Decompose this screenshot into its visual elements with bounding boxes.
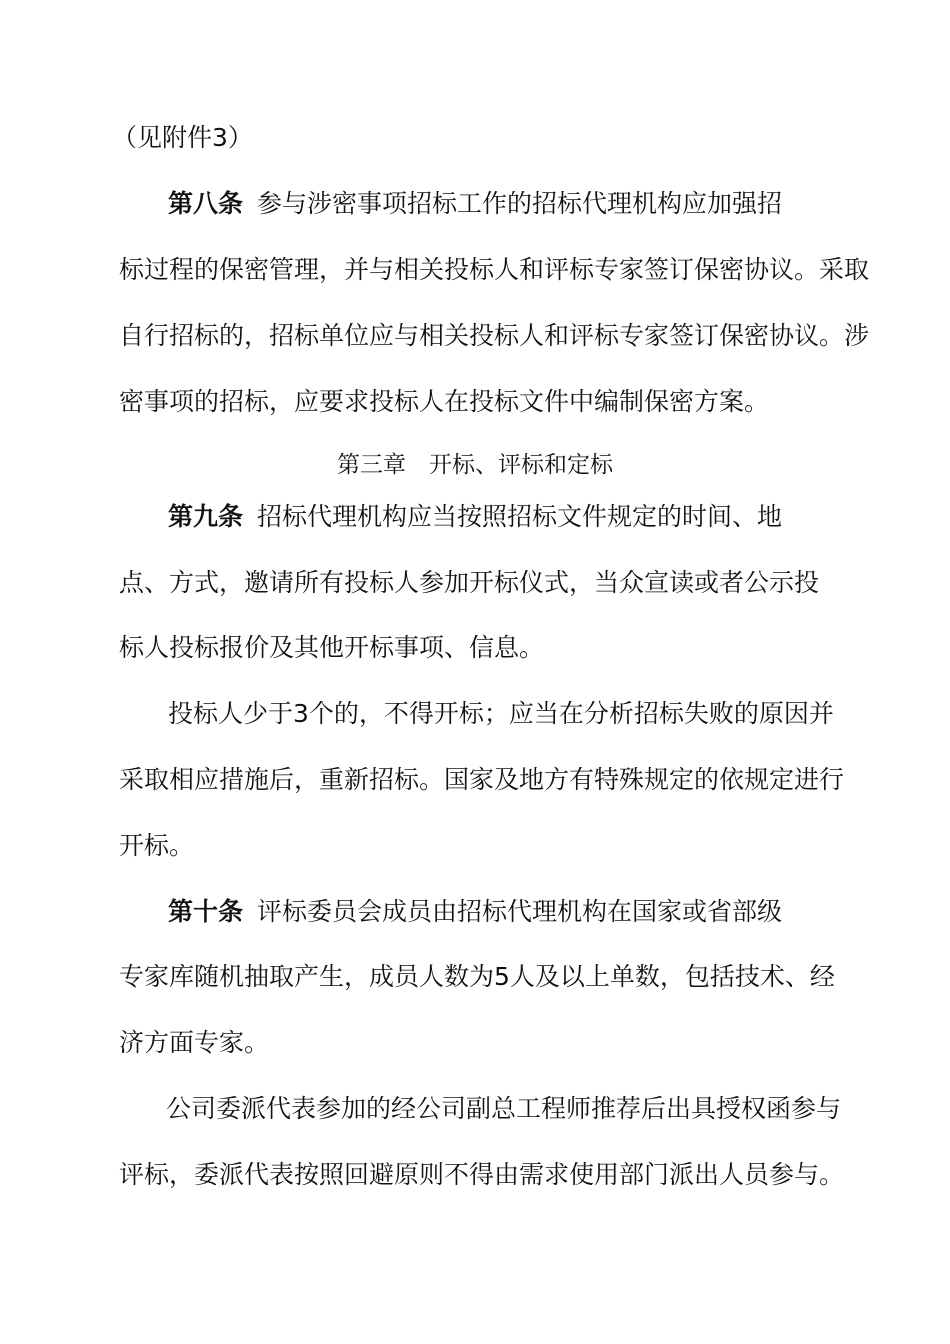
article-10-paragraph-2-line-2: 评标，委派代表按照回避原则不得由需求使用部门派出人员参与。 <box>119 1160 845 1189</box>
article-10-text-1: 评标委员会成员由招标代理机构在国家或省部级 <box>257 897 783 926</box>
article-9-line-3: 标人投标报价及其他开标事项、信息。 <box>119 633 545 662</box>
article-10-line-1 <box>168 896 782 928</box>
article-8-line-2: 标过程的保密管理，并与相关投标人和评标专家签订保密协议。采取 <box>119 255 870 284</box>
article-10-line-2: 专家库随机抽取产生，成员人数为5人及以上单数，包括技术、经 <box>119 962 835 991</box>
article-9-paragraph-2-line-1: 投标人少于3个的，不得开标；应当在分析招标失败的原因并 <box>168 699 834 728</box>
article-8-label: 第八条 <box>168 189 244 218</box>
article-9-paragraph-2-line-2: 采取相应措施后，重新招标。国家及地方有特殊规定的依规定进行 <box>119 765 845 794</box>
article-9-paragraph-2-line-3: 开标。 <box>119 831 195 860</box>
attachment-reference: （见附件3） <box>112 123 253 152</box>
article-9-label: 第九条 <box>168 502 244 531</box>
article-8-line-3: 自行招标的，招标单位应与相关投标人和评标专家签订保密协议。涉 <box>119 321 870 350</box>
article-9-text-1: 招标代理机构应当按照招标文件规定的时间、地 <box>257 502 783 531</box>
chapter-3-heading: 第三章 开标、评标和定标 <box>337 452 613 478</box>
article-9-line-1 <box>168 501 782 533</box>
article-8-line-4: 密事项的招标，应要求投标人在投标文件中编制保密方案。 <box>119 387 770 416</box>
article-10-line-3: 济方面专家。 <box>119 1028 270 1057</box>
article-10-label: 第十条 <box>168 897 244 926</box>
article-9-line-2: 点、方式，邀请所有投标人参加开标仪式，当众宣读或者公示投 <box>119 568 820 597</box>
article-10-paragraph-2-line-1: 公司委派代表参加的经公司副总工程师推荐后出具授权函参与 <box>166 1094 842 1123</box>
article-8-line-1 <box>168 188 782 220</box>
article-8-text-1: 参与涉密事项招标工作的招标代理机构应加强招 <box>257 189 783 218</box>
